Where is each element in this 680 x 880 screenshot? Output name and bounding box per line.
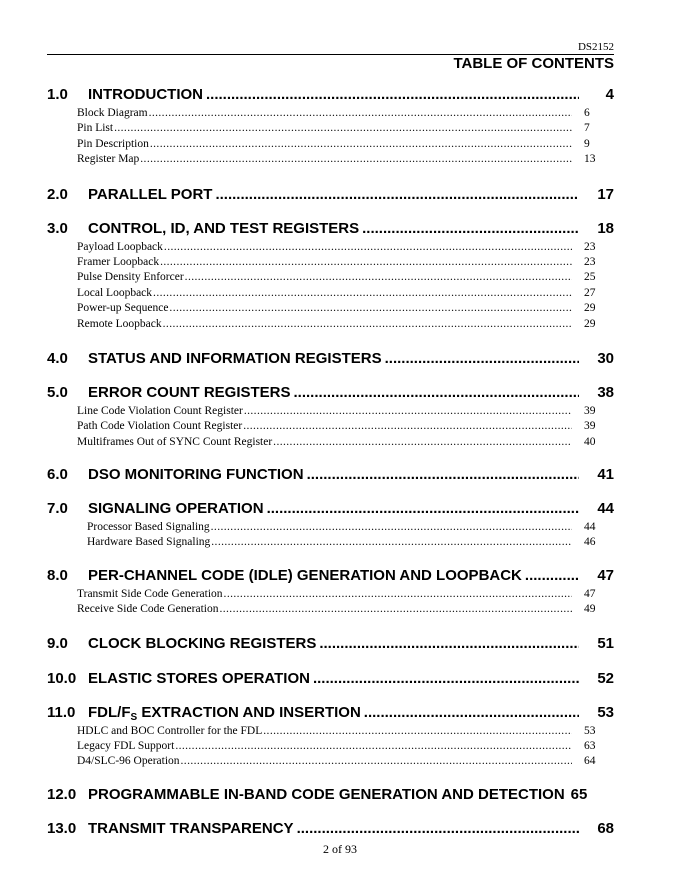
- subsection-page-number: 7: [584, 122, 590, 135]
- section-number: 3.0: [47, 219, 68, 237]
- section-page-number: 4: [605, 86, 614, 103]
- toc-subsection[interactable]: [47, 301, 614, 316]
- dot-leader: [362, 220, 579, 238]
- subsection-page-number: 39: [584, 420, 596, 433]
- section-page-number: 53: [597, 703, 614, 721]
- dot-leader: [273, 435, 572, 450]
- toc-section[interactable]: [47, 670, 614, 688]
- subsection-title: Block Diagram: [77, 107, 148, 119]
- subsection-title: Pin Description: [77, 137, 149, 150]
- section-number: 7.0: [47, 500, 68, 518]
- section-title: TRANSMIT TRANSPARENCY: [88, 819, 294, 837]
- dot-leader: [175, 739, 572, 754]
- section-page-number: 68: [597, 819, 614, 837]
- toc-subsection[interactable]: [47, 270, 614, 285]
- dot-leader: [267, 500, 579, 518]
- subsection-title: Line Code Violation Count Register: [77, 404, 243, 417]
- toc-subsection[interactable]: [47, 137, 614, 152]
- subsection-title: Register Map: [77, 153, 140, 166]
- toc-section[interactable]: [47, 500, 614, 518]
- toc-subsection[interactable]: [47, 404, 614, 419]
- page-title: TABLE OF CONTENTS: [453, 55, 614, 72]
- section-page-number: 17: [597, 185, 614, 203]
- section-title: SIGNALING OPERATION: [88, 500, 264, 518]
- section-page-number: 30: [597, 349, 614, 367]
- subsection-page-number: 46: [584, 536, 596, 549]
- subsection-title: Remote Loopback: [77, 317, 162, 330]
- subsection-title: Local Loopback: [77, 286, 153, 299]
- dot-leader: [224, 587, 572, 602]
- toc-subsection[interactable]: [47, 121, 614, 136]
- toc-subsection[interactable]: [47, 739, 614, 754]
- section-number: 5.0: [47, 383, 68, 401]
- dot-leader: [215, 186, 579, 204]
- subsection-page-number: 13: [584, 153, 596, 166]
- toc-section[interactable]: [47, 350, 614, 368]
- subsection-page-number: 47: [584, 587, 596, 600]
- section-number: 10.0: [47, 669, 77, 687]
- section-page-number: 41: [597, 466, 614, 484]
- section-title: CONTROL, ID, AND TEST REGISTERS: [88, 219, 360, 237]
- dot-leader: [169, 301, 572, 316]
- subsection-title: HDLC and BOC Controller for the FDL: [77, 724, 263, 737]
- toc-subsection[interactable]: [47, 286, 614, 301]
- dot-leader: [525, 567, 579, 585]
- subsection-page-number: 49: [584, 603, 596, 616]
- section-number: 2.0: [47, 185, 68, 203]
- toc-subsection[interactable]: [47, 240, 614, 255]
- subsection-title: Hardware Based Signaling: [87, 536, 211, 549]
- dot-leader: [163, 317, 572, 332]
- subsection-title: Payload Loopback: [77, 240, 163, 253]
- dot-leader: [313, 670, 579, 688]
- section-title: ERROR COUNT REGISTERS: [88, 383, 291, 401]
- section-number: 9.0: [47, 634, 68, 652]
- section-number: 4.0: [47, 349, 68, 367]
- subsection-title: Path Code Violation Count Register: [77, 420, 243, 433]
- toc-subsection[interactable]: [47, 255, 614, 270]
- section-page-number: 51: [597, 634, 614, 652]
- section-page-number: 47: [597, 566, 614, 584]
- subsection-title: Multiframes Out of SYNC Count Register: [77, 435, 273, 448]
- toc-subsection[interactable]: [47, 317, 614, 332]
- subsection-page-number: 39: [584, 404, 596, 417]
- subsection-page-number: 6: [584, 107, 590, 119]
- subsection-page-number: 40: [584, 435, 596, 448]
- document-id: DS2152: [577, 41, 614, 53]
- dot-leader: [149, 106, 572, 121]
- dot-leader: [153, 286, 572, 301]
- section-number: 1.0: [47, 86, 68, 103]
- toc-section[interactable]: [47, 384, 614, 402]
- toc-section[interactable]: [47, 704, 614, 722]
- subsection-page-number: 64: [584, 755, 596, 768]
- dot-leader: [385, 350, 579, 368]
- dot-leader: [243, 419, 572, 434]
- subsection-page-number: 23: [584, 240, 596, 253]
- subsection-page-number: 23: [584, 255, 596, 268]
- section-page-number: 52: [597, 669, 614, 687]
- section-title: PROGRAMMABLE IN-BAND CODE GENERATION AND DETECTION: [88, 785, 565, 803]
- dot-leader: [211, 520, 572, 535]
- table-of-contents: [47, 86, 614, 838]
- dot-leader: [160, 255, 572, 270]
- dot-leader: [319, 635, 579, 653]
- section-title: STATUS AND INFORMATION REGISTERS: [88, 349, 382, 367]
- section-number: 12.0: [47, 785, 77, 803]
- subsection-page-number: 53: [584, 724, 596, 737]
- subsection-title: Framer Loopback: [77, 255, 160, 268]
- section-page-number: 65: [570, 785, 588, 803]
- toc-section[interactable]: [47, 786, 614, 804]
- dot-leader: [294, 384, 579, 402]
- toc-subsection[interactable]: [47, 435, 614, 450]
- section-number: 13.0: [47, 819, 77, 837]
- toc-subsection[interactable]: [47, 152, 614, 167]
- subsection-title: Receive Side Code Generation: [77, 603, 219, 616]
- dot-leader: [140, 152, 572, 167]
- toc-section[interactable]: [47, 567, 614, 585]
- subsection-title: D4/SLC-96 Operation: [77, 755, 180, 768]
- section-title: INTRODUCTION: [88, 86, 203, 103]
- subsection-title: Pulse Density Enforcer: [77, 271, 184, 284]
- toc-subsection[interactable]: [47, 106, 614, 121]
- section-page-number: 44: [597, 500, 614, 518]
- section-title: FDL/$F_S$ EXTRACTION AND INSERTION: [88, 703, 361, 723]
- toc-section[interactable]: [47, 86, 614, 104]
- section-number: 8.0: [47, 566, 68, 584]
- dot-leader: [114, 121, 572, 136]
- toc-section[interactable]: [47, 220, 614, 238]
- toc-section[interactable]: [47, 635, 614, 653]
- subsection-title: Transmit Side Code Generation: [77, 587, 223, 600]
- toc-section[interactable]: [47, 466, 614, 484]
- toc-subsection[interactable]: [47, 602, 614, 617]
- subsection-title: Power-up Sequence: [77, 302, 169, 315]
- dot-leader: [263, 724, 572, 739]
- subsection-page-number: 29: [584, 317, 596, 330]
- toc-subsection[interactable]: [47, 520, 614, 535]
- section-page-number: 38: [597, 383, 614, 401]
- section-title: DSO MONITORING FUNCTION: [88, 466, 304, 484]
- section-title: CLOCK BLOCKING REGISTERS: [88, 634, 317, 652]
- toc-subsection[interactable]: [47, 754, 614, 769]
- section-number: 11.0: [47, 703, 76, 721]
- subsection-page-number: 27: [584, 286, 596, 299]
- subsection-title: Pin List: [77, 122, 114, 135]
- dot-leader: [307, 466, 579, 484]
- section-title: PER-CHANNEL CODE (IDLE) GENERATION AND LOOPBACK: [88, 566, 522, 584]
- toc-subsection[interactable]: [47, 535, 614, 550]
- subsection-page-number: 63: [584, 740, 596, 753]
- subsection-title: Processor Based Signaling: [87, 521, 210, 534]
- dot-leader: [297, 820, 579, 838]
- subsection-title: Legacy FDL Support: [77, 740, 175, 753]
- toc-subsection[interactable]: [47, 587, 614, 602]
- section-title: PARALLEL PORT: [88, 185, 213, 203]
- dot-leader: [211, 535, 572, 550]
- subsection-page-number: 9: [584, 137, 590, 150]
- subsection-page-number: 25: [584, 271, 596, 284]
- page-number: 2 of 93: [323, 842, 357, 856]
- toc-section[interactable]: [47, 186, 614, 204]
- dot-leader: [219, 602, 572, 617]
- dot-leader: [164, 240, 572, 255]
- dot-leader: [364, 704, 579, 722]
- section-page-number: 18: [597, 219, 614, 237]
- subsection-page-number: 29: [584, 302, 596, 315]
- toc-subsection[interactable]: [47, 419, 614, 434]
- toc-subsection[interactable]: [47, 724, 614, 739]
- dot-leader: [244, 404, 572, 419]
- section-number: 6.0: [47, 466, 68, 484]
- dot-leader: [181, 754, 572, 769]
- toc-section[interactable]: [47, 820, 614, 838]
- section-title: ELASTIC STORES OPERATION: [88, 669, 310, 687]
- dot-leader: [185, 270, 572, 285]
- dot-leader: [206, 86, 579, 104]
- dot-leader: [150, 137, 572, 152]
- subsection-page-number: 44: [584, 521, 596, 534]
